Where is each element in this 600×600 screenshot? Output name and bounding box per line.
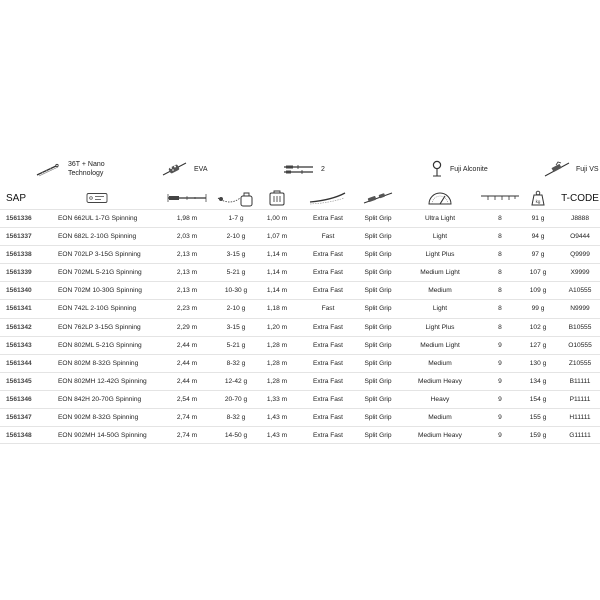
feature-reel-seat [544, 156, 599, 182]
table-row [0, 299, 600, 317]
power-cell: Medium Heavy [418, 432, 462, 440]
weight-cell: 102 g [529, 323, 547, 331]
power-cell: Medium Light [420, 341, 460, 349]
svg-text:kg: kg [535, 199, 541, 204]
t-code-cell: P11111 [569, 395, 591, 403]
model-cell: EON 802ML 5-21G Spinning [58, 341, 142, 349]
length-cell: 2,13 m [176, 287, 198, 295]
power-cell: Medium [428, 359, 452, 367]
guides-cell: 8 [498, 287, 502, 295]
grip-cell: Split Grip [364, 269, 392, 277]
t-code-cell: A10555 [568, 287, 592, 295]
length-cell: 2,44 m [176, 359, 198, 367]
power-cell: Medium [428, 287, 452, 295]
table-row [0, 354, 600, 372]
transport-length-cell: 1,28 m [266, 359, 288, 367]
table-row [0, 209, 600, 227]
casting-weight-cell: 2-10 g [226, 305, 246, 313]
feature-sections [283, 156, 325, 182]
guides-cell: 8 [498, 269, 502, 277]
sap-cell: 1561345 [6, 377, 32, 385]
grip-cell: Split Grip [364, 215, 392, 222]
power-cell: Medium [428, 414, 452, 422]
sap-cell: 1561337 [6, 233, 32, 241]
transport-length-cell: 1,43 m [266, 432, 288, 440]
transport-length-icon [262, 186, 292, 210]
action-cell: Fast [321, 233, 335, 241]
grip-cell: Split Grip [364, 323, 392, 331]
action-cell: Extra Fast [312, 251, 344, 259]
model-cell: EON 662UL 1-7G Spinning [58, 215, 138, 222]
fuji-alconite-guide-icon [430, 159, 444, 179]
transport-length-cell: 1,07 m [266, 233, 288, 241]
table-row [0, 318, 600, 336]
length-cell: 2,13 m [176, 251, 198, 259]
casting-weight-cell: 3-15 g [226, 251, 246, 259]
casting-weight-cell: 1-7 g [228, 215, 244, 222]
model-tag-icon [82, 186, 112, 210]
table-row [0, 245, 600, 263]
model-cell: EON 842H 20-70G Spinning [58, 395, 142, 403]
guides-cell: 8 [498, 323, 502, 331]
transport-length-cell: 1,00 m [266, 215, 288, 222]
weight-cell: 159 g [529, 432, 547, 440]
guides-cell: 8 [498, 305, 502, 313]
action-cell: Extra Fast [312, 377, 344, 385]
casting-weight-cell: 10-30 g [224, 287, 248, 295]
sap-cell: 1561344 [6, 359, 32, 367]
grip-cell: Split Grip [364, 395, 392, 403]
model-cell: EON 702M 10-30G Spinning [58, 287, 142, 295]
weight-cell: 109 g [529, 287, 547, 295]
casting-weight-cell: 12-42 g [224, 377, 248, 385]
action-cell: Fast [321, 305, 335, 313]
model-cell: EON 802MH 12-42G Spinning [58, 377, 147, 385]
casting-weight-cell: 20-70 g [224, 395, 248, 403]
length-cell: 2,23 m [176, 305, 198, 313]
eva-handle-icon [162, 159, 188, 179]
weight-cell: 97 g [531, 251, 545, 259]
grip-cell: Split Grip [364, 432, 392, 440]
casting-weight-cell: 5-21 g [226, 341, 246, 349]
feature-text: Technology [68, 170, 104, 177]
guides-cell: 8 [498, 251, 502, 259]
model-cell: EON 702LP 3-15G Spinning [58, 251, 141, 259]
table-row [0, 227, 600, 245]
guides-count-icon [478, 186, 522, 210]
grip-cell: Split Grip [364, 377, 392, 385]
table-row [0, 336, 600, 354]
grip-icon [360, 186, 396, 210]
guides-cell: 9 [498, 377, 502, 385]
feature-text: 2 [321, 165, 325, 173]
sap-cell: 1561340 [6, 287, 32, 295]
sap-cell: 1561339 [6, 269, 32, 277]
guides-cell: 9 [498, 359, 502, 367]
column-header-sap-label: SAP [6, 192, 27, 204]
transport-length-cell: 1,14 m [266, 269, 288, 277]
grip-cell: Split Grip [364, 287, 392, 295]
grip-cell: Split Grip [364, 305, 392, 313]
t-code-cell: J8888 [571, 215, 589, 222]
t-code-cell: B10555 [568, 323, 592, 331]
table-row [0, 281, 600, 299]
weight-cell: 130 g [529, 359, 547, 367]
weight-icon [525, 186, 551, 210]
model-cell: EON 762LP 3-15G Spinning [58, 323, 141, 331]
casting-weight-cell: 8-32 g [226, 359, 246, 367]
graphite-rod-blank-icon [36, 159, 62, 179]
transport-length-cell: 1,43 m [266, 414, 288, 422]
transport-length-cell: 1,14 m [266, 251, 288, 259]
power-cell: Light Plus [425, 251, 455, 259]
casting-weight-icon [214, 186, 258, 210]
model-cell: EON 802M 8-32G Spinning [58, 359, 139, 367]
column-header-tcode [560, 186, 600, 210]
model-cell: EON 682L 2-10G Spinning [58, 233, 137, 241]
weight-cell: 94 g [531, 233, 545, 241]
guides-cell: 9 [498, 341, 502, 349]
sap-cell: 1561347 [6, 414, 32, 422]
feature-text: Fuji Alconite [450, 165, 488, 173]
power-cell: Ultra Light [424, 215, 456, 222]
guides-cell: 9 [498, 414, 502, 422]
sap-cell: 1561338 [6, 251, 32, 259]
length-cell: 2,13 m [176, 269, 198, 277]
feature-text: Fuji VS [576, 165, 599, 173]
length-cell: 2,54 m [176, 395, 198, 403]
grip-cell: Split Grip [364, 359, 392, 367]
casting-weight-cell: 14-50 g [224, 432, 248, 440]
transport-length-cell: 1,33 m [266, 395, 288, 403]
length-cell: 2,44 m [176, 377, 198, 385]
length-cell: 2,03 m [176, 233, 198, 241]
power-cell: Light [432, 233, 448, 241]
casting-weight-cell: 8-32 g [226, 414, 246, 422]
model-cell: EON 702ML 5-21G Spinning [58, 269, 142, 277]
power-cell: Medium Light [420, 269, 460, 277]
feature-handle [162, 156, 208, 182]
t-code-cell: B11111 [569, 377, 591, 385]
t-code-cell: Z10555 [568, 359, 592, 367]
feature-text: 36T + Nano [68, 161, 105, 168]
length-cell: 2,74 m [176, 432, 198, 440]
sap-cell: 1561342 [6, 323, 32, 331]
t-code-cell: O10555 [568, 341, 592, 349]
grip-cell: Split Grip [364, 251, 392, 259]
weight-cell: 99 g [531, 305, 545, 313]
action-cell: Extra Fast [312, 287, 344, 295]
model-cell: EON 742L 2-10G Spinning [58, 305, 137, 313]
guides-cell: 8 [498, 233, 502, 241]
table-row [0, 372, 600, 390]
model-cell: EON 902MH 14-50G Spinning [58, 432, 147, 440]
power-cell: Light Plus [425, 323, 455, 331]
weight-cell: 107 g [529, 269, 547, 277]
t-code-cell: X9999 [570, 269, 590, 277]
sap-cell: 1561341 [6, 305, 32, 313]
power-cell: Light [432, 305, 448, 313]
column-header-tcode-label: T-CODE [561, 192, 599, 204]
power-cell: Medium Heavy [418, 377, 462, 385]
feature-guides [430, 156, 488, 182]
two-piece-rod-icon [283, 159, 315, 179]
power-gauge-icon [424, 186, 456, 210]
grip-cell: Split Grip [364, 414, 392, 422]
length-cell: 1,98 m [176, 215, 198, 222]
action-icon [305, 186, 351, 210]
action-cell: Extra Fast [312, 341, 344, 349]
t-code-cell: G11111 [569, 432, 591, 440]
table-header [0, 186, 600, 210]
weight-cell: 91 g [531, 215, 545, 222]
feature-blank-technology [36, 156, 105, 182]
transport-length-cell: 1,20 m [266, 323, 288, 331]
transport-length-cell: 1,28 m [266, 341, 288, 349]
table-row [0, 408, 600, 426]
t-code-cell: N9999 [570, 305, 590, 313]
power-cell: Heavy [430, 395, 450, 403]
action-cell: Extra Fast [312, 215, 344, 222]
t-code-cell: O9444 [570, 233, 590, 241]
guides-cell: 8 [498, 215, 502, 222]
sap-cell: 1561348 [6, 432, 32, 440]
rod-length-icon [162, 186, 212, 210]
length-cell: 2,74 m [176, 414, 198, 422]
length-cell: 2,29 m [176, 323, 198, 331]
sap-cell: 1561336 [6, 215, 32, 222]
model-cell: EON 902M 8-32G Spinning [58, 414, 139, 422]
action-cell: Extra Fast [312, 395, 344, 403]
casting-weight-cell: 5-21 g [226, 269, 246, 277]
weight-cell: 134 g [529, 377, 547, 385]
sap-cell: 1561346 [6, 395, 32, 403]
transport-length-cell: 1,28 m [266, 377, 288, 385]
action-cell: Extra Fast [312, 432, 344, 440]
grip-cell: Split Grip [364, 341, 392, 349]
weight-cell: 154 g [529, 395, 547, 403]
weight-cell: 155 g [529, 414, 547, 422]
length-cell: 2,44 m [176, 341, 198, 349]
action-cell: Extra Fast [312, 323, 344, 331]
casting-weight-cell: 3-15 g [226, 323, 246, 331]
guides-cell: 9 [498, 432, 502, 440]
fuji-vs-reel-seat-icon [544, 159, 570, 179]
table-row [0, 263, 600, 281]
sap-cell: 1561343 [6, 341, 32, 349]
grip-cell: Split Grip [364, 233, 392, 241]
t-code-cell: Q9999 [570, 251, 590, 259]
feature-text: EVA [194, 165, 208, 173]
table-row [0, 390, 600, 408]
table-row [0, 426, 600, 444]
transport-length-cell: 1,14 m [266, 287, 288, 295]
weight-cell: 127 g [529, 341, 547, 349]
transport-length-cell: 1,18 m [266, 305, 288, 313]
t-code-cell: H11111 [569, 414, 591, 422]
column-header-sap [6, 186, 40, 210]
guides-cell: 9 [498, 395, 502, 403]
action-cell: Extra Fast [312, 359, 344, 367]
casting-weight-cell: 2-10 g [226, 233, 246, 241]
spec-table-body [0, 209, 600, 444]
action-cell: Extra Fast [312, 269, 344, 277]
action-cell: Extra Fast [312, 414, 344, 422]
